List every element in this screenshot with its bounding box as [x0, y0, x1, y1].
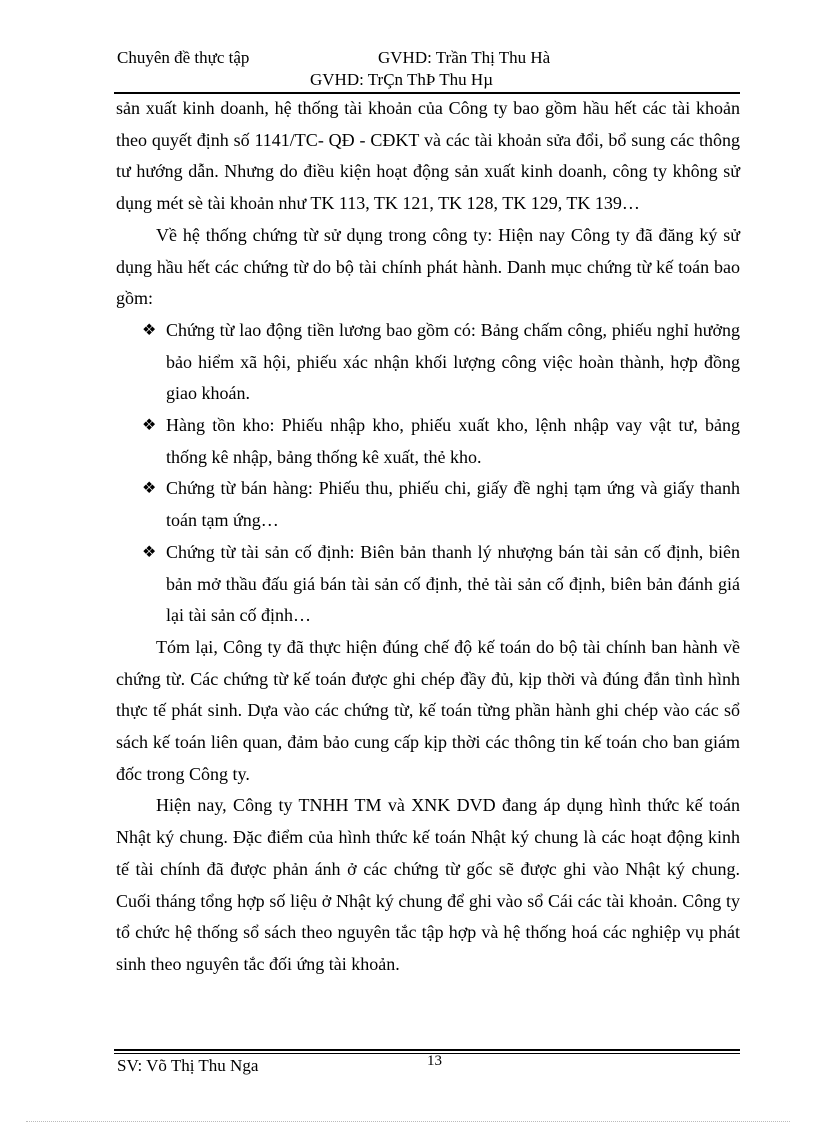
diamond-bullet-icon: ❖ — [142, 480, 157, 498]
bullet-item — [116, 537, 740, 632]
bullet-item — [116, 473, 740, 536]
bullet-item — [116, 410, 740, 473]
bullet-text: Chứng từ bán hàng: Phiếu thu, phiếu chi, giấy đề nghị tạm ứng và giấy thanh toán tạm ứng… — [166, 478, 740, 531]
header-supervisor: GVHD: Trần Thị Thu Hà — [378, 48, 551, 67]
diamond-bullet-icon: ❖ — [142, 417, 157, 435]
paragraph-1: sản xuất kinh doanh, hệ thống tài khoản của Công ty bao gồm hầu hết các tài khoản theo quyết định số 1141/TC- QĐ - CĐKT và các tài khoản sửa đổi, bổ sung các thông tư hướng dẫn. Nhưng do điều kiện hoạt động sản xuất kinh doanh, công ty không sử dụng mét sè tài khoản như TK 113, TK 121, TK 128, TK 129, TK 139… — [116, 98, 740, 214]
paragraph-2: Về hệ thống chứng từ sử dụng trong công ty: Hiện nay Công ty đã đăng ký sử dụng hầu hết các chứng từ do bộ tài chính phát hành. Danh mục chứng từ kế toán bao gồm: — [116, 224, 740, 309]
document-body — [116, 93, 740, 981]
bullet-item — [116, 315, 740, 410]
bullet-text: Hàng tồn kho: Phiếu nhập kho, phiếu xuất kho, lệnh nhập vay vật tư, bảng thống kê nhập, bảng thống kê xuất, thẻ kho. — [166, 415, 740, 467]
header-supervisor-legacy: GVHD: TrÇn ThÞ Thu Hµ — [310, 70, 493, 89]
bullet-text: Chứng từ tài sản cố định: Biên bản thanh lý nhượng bán tài sản cố định, biên bản mở thầu đấu giá bán tài sản cố định, thẻ tài sản cố định, biên bản đánh giá lại tài sản cố định… — [166, 541, 740, 626]
diamond-bullet-icon: ❖ — [142, 543, 157, 561]
page-edge-divider — [26, 1121, 790, 1122]
bullet-text: Chứng từ lao động tiền lương bao gồm có: Bảng chấm công, phiếu nghỉ hưởng bảo hiểm xã hội, phiếu xác nhận khối lượng công việc hoàn thành, hợp đồng giao khoán. — [166, 319, 740, 404]
diamond-bullet-icon: ❖ — [142, 321, 157, 339]
header-left-title: Chuyên đề thực tập — [117, 48, 250, 67]
page-number: 13 — [427, 1053, 442, 1069]
paragraph-3: Tóm lại, Công ty đã thực hiện đúng chế độ kế toán do bộ tài chính ban hành về chứng từ. Các chứng từ kế toán được ghi chép đầy đủ, kịp thời và đúng đắn tình hình thực tế phát sinh. Dựa vào các chứng từ, kế toán từng phần hành ghi chép vào các sổ sách kế toán liên quan, đảm bảo cung cấp kịp thời các thông tin kế toán cho ban giám đốc trong Công ty. — [116, 636, 740, 784]
paragraph-4: Hiện nay, Công ty TNHH TM và XNK DVD đang áp dụng hình thức kế toán Nhật ký chung. Đặc điểm của hình thức kế toán Nhật ký chung là các hoạt động kinh tế tài chính đã được phản ánh ở các chứng từ gốc sẽ được ghi vào Nhật ký chung. Cuối tháng tổng hợp số liệu ở Nhật ký chung để ghi vào sổ Cái các tài khoản. Công ty tổ chức hệ thống sổ sách theo nguyên tắc tập hợp và hệ thống hoá các nghiệp vụ phát sinh theo nguyên tắc đối ứng tài khoản. — [116, 795, 740, 974]
footer-rule-thick — [114, 1049, 740, 1051]
footer-student-name: SV: Võ Thị Thu Nga — [117, 1056, 259, 1075]
